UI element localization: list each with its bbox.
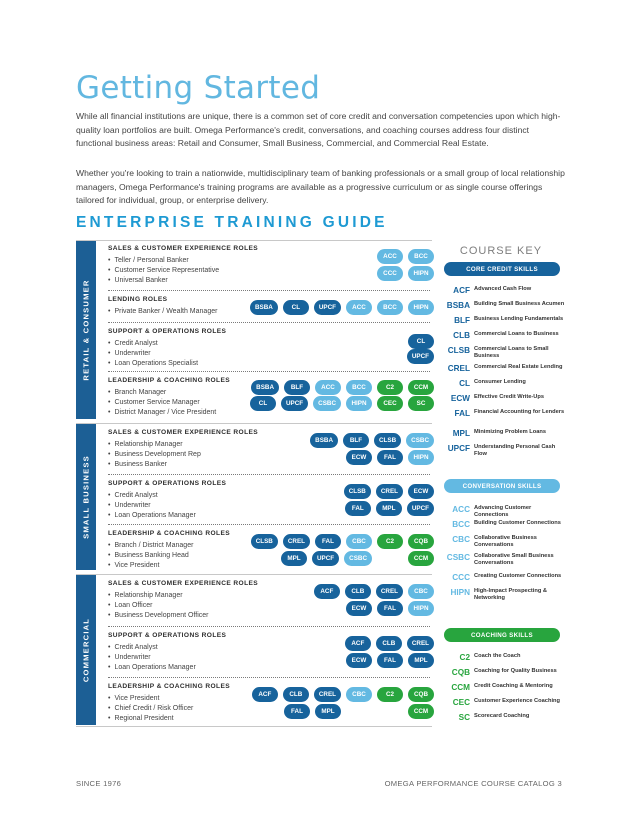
role-group-title: LEADERSHIP & COACHING ROLES	[108, 530, 231, 537]
course-pill: CREL	[314, 687, 341, 702]
course-pill: FAL	[377, 450, 403, 465]
section-label: COMMERCIAL	[81, 617, 91, 683]
role-item: • Loan Operations Specialist	[108, 359, 198, 369]
course-key-abbr: CLB	[453, 331, 470, 340]
course-pill: CREL	[407, 636, 434, 651]
role-group	[108, 530, 434, 580]
course-key-desc: Coaching for Quality Business	[474, 668, 557, 674]
role-group	[108, 580, 434, 630]
course-key-category: COACHING SKILLS	[444, 628, 560, 642]
course-pill: ECW	[346, 601, 372, 616]
course-pill: CLSB	[344, 484, 371, 499]
course-key-abbr: SC	[458, 713, 470, 722]
course-key-abbr: CREL	[447, 364, 470, 373]
course-key-desc: Minimizing Problem Loans	[474, 429, 547, 435]
course-pill: CSBC	[313, 396, 341, 411]
course-pill: CBC	[346, 534, 372, 549]
course-pill: CLSB	[374, 433, 401, 448]
group-divider	[108, 677, 430, 678]
course-pill: CEC	[377, 396, 403, 411]
course-key-abbr: ECW	[450, 394, 470, 403]
role-group-title: SUPPORT & OPERATIONS ROLES	[108, 632, 227, 639]
course-pill: ECW	[346, 450, 372, 465]
course-pill-row	[251, 380, 434, 395]
role-group-title: SUPPORT & OPERATIONS ROLES	[108, 328, 227, 335]
role-group-title: SALES & CUSTOMER EXPERIENCE ROLES	[108, 429, 259, 436]
course-key-desc: Building Customer Connections	[474, 520, 561, 526]
role-list	[108, 440, 201, 470]
course-key-abbr: CL	[459, 379, 470, 388]
course-pill: C2	[377, 380, 403, 395]
course-key-desc: Financial Accounting for Lenders	[474, 409, 565, 415]
course-pill-row	[346, 450, 434, 465]
role-list	[108, 643, 196, 673]
section-band	[76, 241, 96, 419]
course-pill: CLSB	[251, 534, 278, 549]
course-pill-row	[346, 653, 434, 668]
section-band	[76, 575, 96, 725]
course-key-desc: Understanding Personal Cash Flow	[474, 444, 556, 458]
course-pill: FAL	[345, 501, 371, 516]
group-divider	[108, 626, 430, 627]
course-pill: CL	[250, 396, 276, 411]
course-key-abbr: HIPN	[450, 588, 470, 597]
course-key-desc: Advancing Customer Connections	[474, 505, 532, 519]
course-pill: ACF	[252, 687, 278, 702]
section-divider	[76, 423, 432, 424]
role-item: • Credit Analyst	[108, 339, 198, 349]
group-divider	[108, 524, 430, 525]
course-key-abbr: CBC	[452, 535, 470, 544]
course-pill-row	[408, 334, 434, 349]
course-pill-row	[252, 687, 434, 702]
course-key-abbr: CEC	[452, 698, 470, 707]
role-group-title: SUPPORT & OPERATIONS ROLES	[108, 480, 227, 487]
course-key-abbr: C2	[459, 653, 470, 662]
course-key-category: CORE CREDIT SKILLS	[444, 262, 560, 276]
course-pill-row	[284, 704, 434, 719]
role-item: • Universal Banker	[108, 276, 219, 286]
course-pill: CSBC	[406, 433, 434, 448]
intro-paragraph-1: While all financial institutions are unique, there is a common set of core credit and conversation competencies upon which high-quality loan portfolios are built. Omega Performance's credit, conversations, and coaching courses address four distinct functional business areas: Retail and Consumer, Small Business, Commercial, and Commercial Real Estate.	[76, 111, 561, 149]
role-group	[108, 377, 434, 427]
course-pill: FAL	[284, 704, 310, 719]
course-key-desc: Building Small Business Acumen	[474, 301, 565, 307]
course-pill: HIPN	[408, 601, 434, 616]
group-divider	[108, 371, 430, 372]
course-key-abbr: BLF	[454, 316, 470, 325]
role-item: • Underwriter	[108, 501, 196, 511]
course-key-desc: Scorecard Coaching	[474, 713, 530, 719]
course-pill: CQB	[408, 534, 434, 549]
role-item: • Business Development Officer	[108, 611, 208, 621]
role-item: • Loan Officer	[108, 601, 208, 611]
course-pill: SC	[408, 396, 434, 411]
course-pill: BSBA	[310, 433, 338, 448]
role-group-title: LENDING ROLES	[108, 296, 168, 303]
course-pill: CLB	[376, 636, 402, 651]
course-pill-row	[345, 501, 434, 516]
course-pill: CCM	[408, 551, 434, 566]
course-pill: MPL	[281, 551, 307, 566]
course-pill: ECW	[346, 653, 372, 668]
section-heading: ENTERPRISE TRAINING GUIDE	[76, 214, 388, 231]
course-key-abbr: CSBC	[446, 553, 470, 562]
course-key-abbr: UPCF	[447, 444, 470, 453]
course-key-desc: Effective Credit Write-Ups	[474, 394, 545, 400]
course-pill-row	[251, 534, 434, 549]
role-item: • Business Banking Head	[108, 551, 193, 561]
course-key-abbr: ACF	[453, 286, 470, 295]
course-pill: CREL	[283, 534, 310, 549]
role-item: • Credit Analyst	[108, 643, 196, 653]
section-divider	[76, 574, 432, 575]
course-key-title: COURSE KEY	[459, 245, 543, 257]
course-pill: BCC	[346, 380, 372, 395]
course-pill-row	[377, 249, 434, 264]
course-pill: FAL	[315, 534, 341, 549]
course-pill: CBC	[408, 584, 434, 599]
course-pill: ACC	[315, 380, 341, 395]
course-key-abbr: BCC	[452, 520, 470, 529]
section-divider	[76, 726, 432, 727]
course-pill: CCC	[377, 266, 403, 281]
course-pill-row	[281, 551, 434, 566]
course-key-abbr: MPL	[452, 429, 470, 438]
role-item: • Chief Credit / Risk Officer	[108, 704, 193, 714]
course-pill: ACF	[345, 636, 371, 651]
role-list	[108, 591, 208, 621]
section-label: RETAIL & CONSUMER	[81, 279, 91, 381]
course-pill: MPL	[315, 704, 341, 719]
course-pill: CCM	[408, 380, 434, 395]
course-key-abbr: CCC	[452, 573, 470, 582]
role-list	[108, 694, 193, 724]
course-pill: MPL	[408, 653, 434, 668]
course-pill: CLB	[283, 687, 309, 702]
role-item: • Underwriter	[108, 349, 198, 359]
course-pill: FAL	[377, 601, 403, 616]
role-list	[108, 541, 193, 571]
course-key-desc: Consumer Lending	[474, 379, 526, 385]
course-pill: HIPN	[408, 300, 434, 315]
course-pill-row	[310, 433, 434, 448]
role-list	[108, 339, 198, 369]
intro-paragraph-2: Whether you're looking to train a nationwide, multidisciplinary team of banking professionals or a small group of local relationship managers, Omega Performance's training programs are available as a progressive curriculum or as single course offerings tailored for individual, group, or enterprise delivery.	[76, 168, 565, 206]
course-pill-row	[344, 484, 434, 499]
role-item: • Underwriter	[108, 653, 196, 663]
role-item: • Private Banker / Wealth Manager	[108, 307, 217, 317]
course-key-desc: Coach the Coach	[474, 653, 521, 659]
course-key-desc: Commercial Real Estate Lending	[474, 364, 563, 370]
course-pill: CBC	[346, 687, 372, 702]
course-pill: CL	[283, 300, 309, 315]
course-key-desc: High-Impact Prospecting & Networking	[474, 588, 547, 602]
group-divider	[108, 474, 430, 475]
role-group	[108, 480, 434, 530]
course-pill-row	[250, 300, 434, 315]
course-key-desc: Credit Coaching & Mentoring	[474, 683, 553, 689]
course-key-desc: Creating Customer Connections	[474, 573, 562, 579]
course-pill: HIPN	[346, 396, 372, 411]
course-key-abbr: CLSB	[447, 346, 470, 355]
course-pill-row	[346, 601, 434, 616]
course-key-desc: Advanced Cash Flow	[474, 286, 532, 292]
role-item: • Business Development Rep	[108, 450, 201, 460]
course-pill: ECW	[408, 484, 434, 499]
course-pill: HIPN	[408, 266, 434, 281]
course-pill: ACC	[377, 249, 403, 264]
course-key-abbr: BSBA	[446, 301, 470, 310]
course-key-category: CONVERSATION SKILLS	[444, 479, 560, 493]
course-pill: CCM	[408, 704, 434, 719]
course-pill: CLB	[345, 584, 371, 599]
course-pill: UPCF	[407, 501, 434, 516]
role-list	[108, 491, 196, 521]
course-pill: BLF	[284, 380, 310, 395]
course-pill: ACC	[346, 300, 372, 315]
role-item: • District Manager / Vice President	[108, 408, 216, 418]
course-pill: C2	[377, 534, 403, 549]
section-divider	[76, 240, 432, 241]
course-pill: C2	[377, 687, 403, 702]
course-pill-row	[407, 349, 434, 364]
course-key-desc: Collaborative Small Business Conversations	[474, 553, 554, 567]
course-pill: BSBA	[250, 300, 278, 315]
course-pill: ACF	[314, 584, 340, 599]
course-pill: CL	[408, 334, 434, 349]
footer-right: OMEGA PERFORMANCE COURSE CATALOG 3	[384, 779, 562, 788]
role-item: • Branch Manager	[108, 388, 216, 398]
section-label: SMALL BUSINESS	[81, 455, 91, 539]
course-pill: CREL	[376, 584, 403, 599]
course-key-abbr: FAL	[454, 409, 470, 418]
course-pill-row	[314, 584, 434, 599]
course-pill: MPL	[376, 501, 402, 516]
role-item: • Vice President	[108, 694, 193, 704]
course-key-desc: Commercial Loans to Business	[474, 331, 559, 337]
role-group-title: SALES & CUSTOMER EXPERIENCE ROLES	[108, 245, 259, 252]
role-item: • Credit Analyst	[108, 491, 196, 501]
course-key-desc: Commercial Loans to Small Business	[474, 346, 549, 360]
course-pill: UPCF	[281, 396, 308, 411]
course-pill: FAL	[377, 653, 403, 668]
course-key-desc: Collaborative Business Conversations	[474, 535, 537, 549]
group-divider	[108, 322, 430, 323]
page-title: Getting Started	[76, 70, 321, 106]
role-group	[108, 632, 434, 682]
role-list	[108, 307, 217, 317]
role-group	[108, 245, 434, 295]
role-item: • Relationship Manager	[108, 591, 208, 601]
role-item: • Relationship Manager	[108, 440, 201, 450]
course-key-desc: Business Lending Fundamentals	[474, 316, 564, 322]
role-item: • Customer Service Manager	[108, 398, 216, 408]
role-list	[108, 256, 219, 286]
course-pill: BCC	[377, 300, 403, 315]
role-item: • Regional President	[108, 714, 193, 724]
course-pill-row	[377, 266, 434, 281]
role-list	[108, 388, 216, 418]
role-item: • Vice President	[108, 561, 193, 571]
course-pill: UPCF	[312, 551, 339, 566]
course-pill: CSBC	[344, 551, 372, 566]
role-group-title: LEADERSHIP & COACHING ROLES	[108, 683, 231, 690]
role-group	[108, 429, 434, 479]
course-key-desc: Customer Experience Coaching	[474, 698, 560, 704]
course-pill: CREL	[376, 484, 403, 499]
course-key-abbr: ACC	[452, 505, 470, 514]
footer-left: SINCE 1976	[76, 779, 122, 788]
role-item: • Teller / Personal Banker	[108, 256, 219, 266]
role-item: • Customer Service Representative	[108, 266, 219, 276]
course-pill: CQB	[408, 687, 434, 702]
course-pill-row	[250, 396, 434, 411]
section-band	[76, 424, 96, 570]
course-pill: HIPN	[408, 450, 434, 465]
role-group-title: SALES & CUSTOMER EXPERIENCE ROLES	[108, 580, 259, 587]
course-pill: UPCF	[314, 300, 341, 315]
role-group-title: LEADERSHIP & COACHING ROLES	[108, 377, 231, 384]
course-pill: UPCF	[407, 349, 434, 364]
group-divider	[108, 290, 430, 291]
course-pill: BSBA	[251, 380, 279, 395]
course-pill: BLF	[343, 433, 369, 448]
course-key-abbr: CQB	[451, 668, 470, 677]
role-item: • Loan Operations Manager	[108, 511, 196, 521]
role-item: • Business Banker	[108, 460, 201, 470]
course-key-abbr: CCM	[451, 683, 470, 692]
course-pill: BCC	[408, 249, 434, 264]
role-item: • Loan Operations Manager	[108, 663, 196, 673]
role-item: • Branch / District Manager	[108, 541, 193, 551]
course-pill-row	[345, 636, 434, 651]
